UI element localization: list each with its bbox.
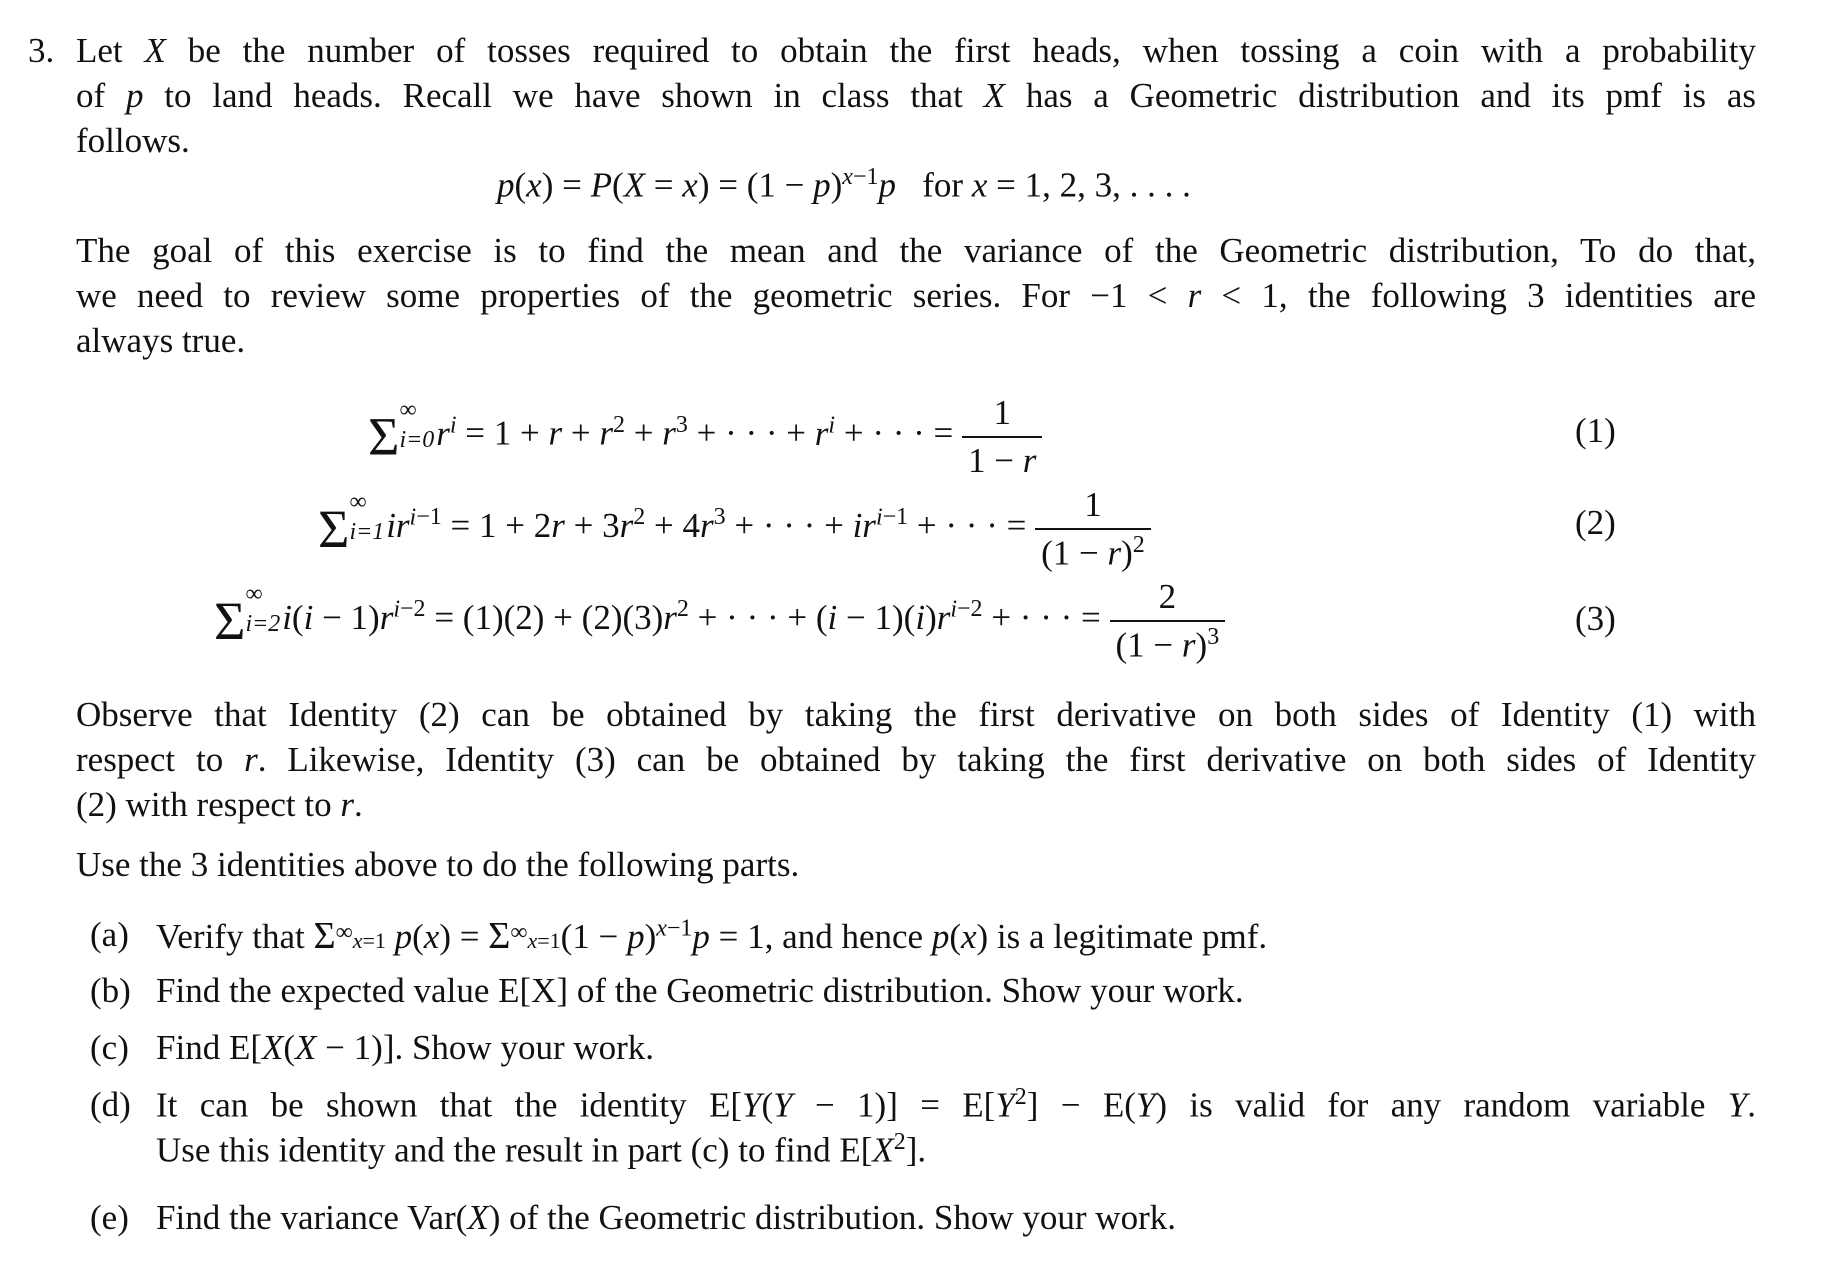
fraction: $\frac{1}{1 - r}$ — [962, 390, 1042, 483]
identity-3-label: (3) — [1575, 599, 1616, 638]
sigma-symbol: Σ — [318, 498, 350, 559]
observe-line-2: respect to r. Likewise, Identity (3) can be obtained by taking the first derivative on both sides of Identity — [76, 740, 1757, 779]
part-e: Find the variance Var(X) of the Geometric distribution. Show your work. — [156, 1198, 1176, 1237]
fraction: $\frac{2}{(1 - r)^3}$ — [1110, 574, 1226, 668]
part-b: Find the expected value E[X] of the Geometric distribution. Show your work. — [156, 971, 1244, 1010]
part-b-label: (b) — [90, 971, 131, 1010]
goal-line-2: we need to review some properties of the geometric series. For −1 < r < 1, the following 3 identities are — [76, 276, 1756, 315]
intro-line-2: of p to land heads. Recall we have shown in class that X has a Geometric distribution and its pmf is as — [76, 76, 1757, 115]
part-d-label: (d) — [90, 1085, 131, 1124]
sigma-symbol: Σ — [368, 406, 400, 467]
part-d-line-1: It can be shown that the identity $E[Y(Y - 1)] = E[Y^2] - E(Y)$ is valid for any random variable Y. — [156, 1084, 1756, 1125]
observe-line-1: Observe that Identity (2) can be obtained by taking the first derivative on both sides of Identity (1) with — [76, 695, 1756, 734]
part-d-line-2: Use this identity and the result in part (c) to find $E[X^2]$. — [156, 1129, 927, 1170]
intro-line-3: follows. — [76, 121, 190, 160]
identity-2-label: (2) — [1575, 503, 1616, 542]
pmf-equation: $p(x) = P(X = x) = (1 - p)^{x-1}p$ for x = 1, 2, 3, . . . . — [497, 164, 1191, 205]
intro-line-1: Let X be the number of tosses required to obtain the first heads, when tossing a coin with a probability — [76, 31, 1757, 70]
identity-1: Σ ∞ i=0 $r^i = 1 + r + r^2 + r^3$ + · · · + $r^i$ + · · · = $\frac{1}{1 - r}$ — [368, 390, 1042, 483]
part-c: Find E[X(X − 1)]. Show your work. — [156, 1028, 655, 1067]
goal-line-1: The goal of this exercise is to find the mean and the variance of the Geometric distribution, To do that, — [76, 231, 1756, 270]
part-a: Verify that Σ∞x=1 $p(x) = \Sigma^\infty x=1(1 - p)^{x-1}p = 1$, and hence p(x) is a legitimate pmf. — [156, 915, 1268, 957]
goal-line-3: always true. — [76, 321, 246, 360]
part-a-label: (a) — [90, 915, 129, 954]
use-line: Use the 3 identities above to do the following parts. — [76, 845, 800, 884]
part-e-label: (e) — [90, 1198, 129, 1237]
fraction: $\frac{1}{(1 - r)^2}$ — [1035, 482, 1151, 576]
sigma-symbol: Σ — [214, 590, 246, 651]
identity-2: Σ ∞ i=1 $ir^{i-1} = 1 + 2r + 3r^2 + 4r^3$ + · · · + $ir^{i-1}$ + · · · = $\frac{1}{(1 - r)^2}$ — [318, 482, 1151, 576]
observe-line-3: (2) with respect to r. — [76, 785, 363, 824]
problem-number: 3. — [28, 31, 55, 70]
identity-1-label: (1) — [1575, 411, 1616, 450]
identity-3: Σ ∞ i=2 $i(i - 1)r^{i-2} = (1)(2) + (2)(3)r^2$ + · · · + $(i - 1)(i)r^{i-2}$ + · · · = $\frac{2}{(1 - r)^3}$ — [214, 574, 1225, 668]
part-c-label: (c) — [90, 1028, 129, 1067]
